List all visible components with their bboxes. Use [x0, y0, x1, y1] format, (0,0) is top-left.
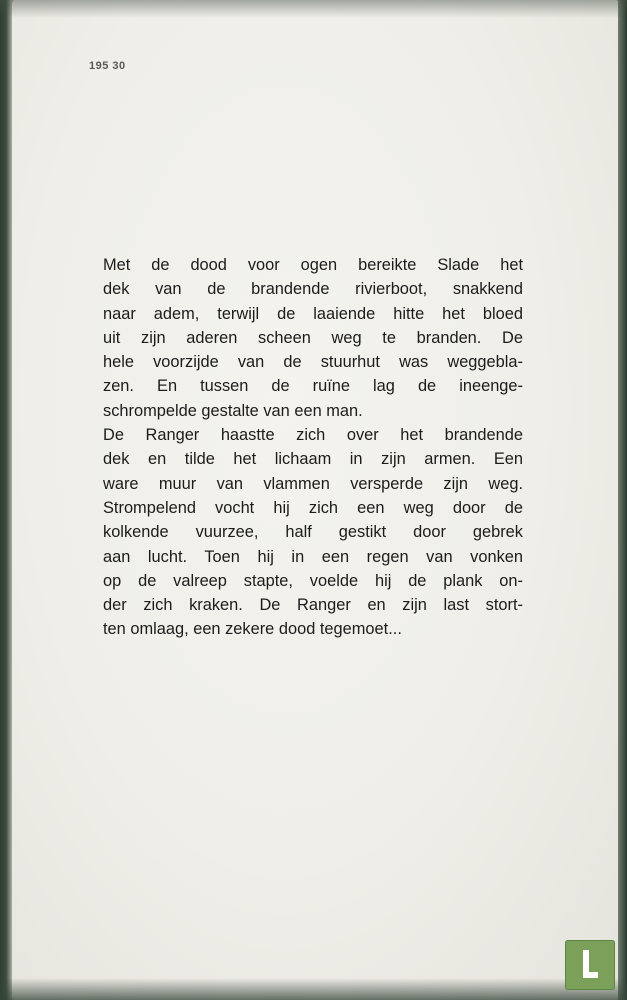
- bottom-edge-shadow: [0, 978, 627, 1000]
- blurb-line: zen. En tussen de ruïne lag de ineenge-: [103, 377, 523, 396]
- top-edge-shadow: [0, 0, 627, 18]
- lastdodo-logo-icon: [565, 940, 615, 990]
- blurb-line: dek en tilde het lichaam in zijn armen. Een: [103, 450, 523, 469]
- blurb-line: Strompelend vocht hij zich een weg door de: [103, 498, 523, 517]
- logo-letter-l-icon: [580, 948, 600, 980]
- blurb-line: ware muur van vlammen versperde zijn weg.: [103, 474, 523, 493]
- blurb-line: dek van de brandende rivierboot, snakkend: [103, 280, 523, 299]
- price-code: 195 30: [89, 60, 126, 72]
- blurb-line: op de valreep stapte, voelde hij de plank on-: [103, 571, 523, 590]
- blurb-line: kolkende vuurzee, half gestikt door gebrek: [103, 523, 523, 542]
- blurb-line: schrompelde gestalte van een man.: [103, 401, 363, 420]
- blurb-line: der zich kraken. De Ranger en zijn last stort-: [103, 596, 523, 615]
- blurb-line: hele voorzijde van de stuurhut was weggebla-: [103, 353, 523, 372]
- blurb-line: ten omlaag, een zekere dood tegemoet...: [103, 620, 402, 639]
- blurb-text: [103, 253, 523, 642]
- blurb-line: uit zijn aderen scheen weg te branden. De: [103, 328, 523, 347]
- blurb-line: naar adem, terwijl de laaiende hitte het bloed: [103, 304, 523, 323]
- blurb-line: aan lucht. Toen hij in een regen van vonken: [103, 547, 523, 566]
- blurb-line: De Ranger haastte zich over het brandende: [103, 426, 523, 445]
- blurb-line: Met de dood voor ogen bereikte Slade het: [103, 256, 523, 274]
